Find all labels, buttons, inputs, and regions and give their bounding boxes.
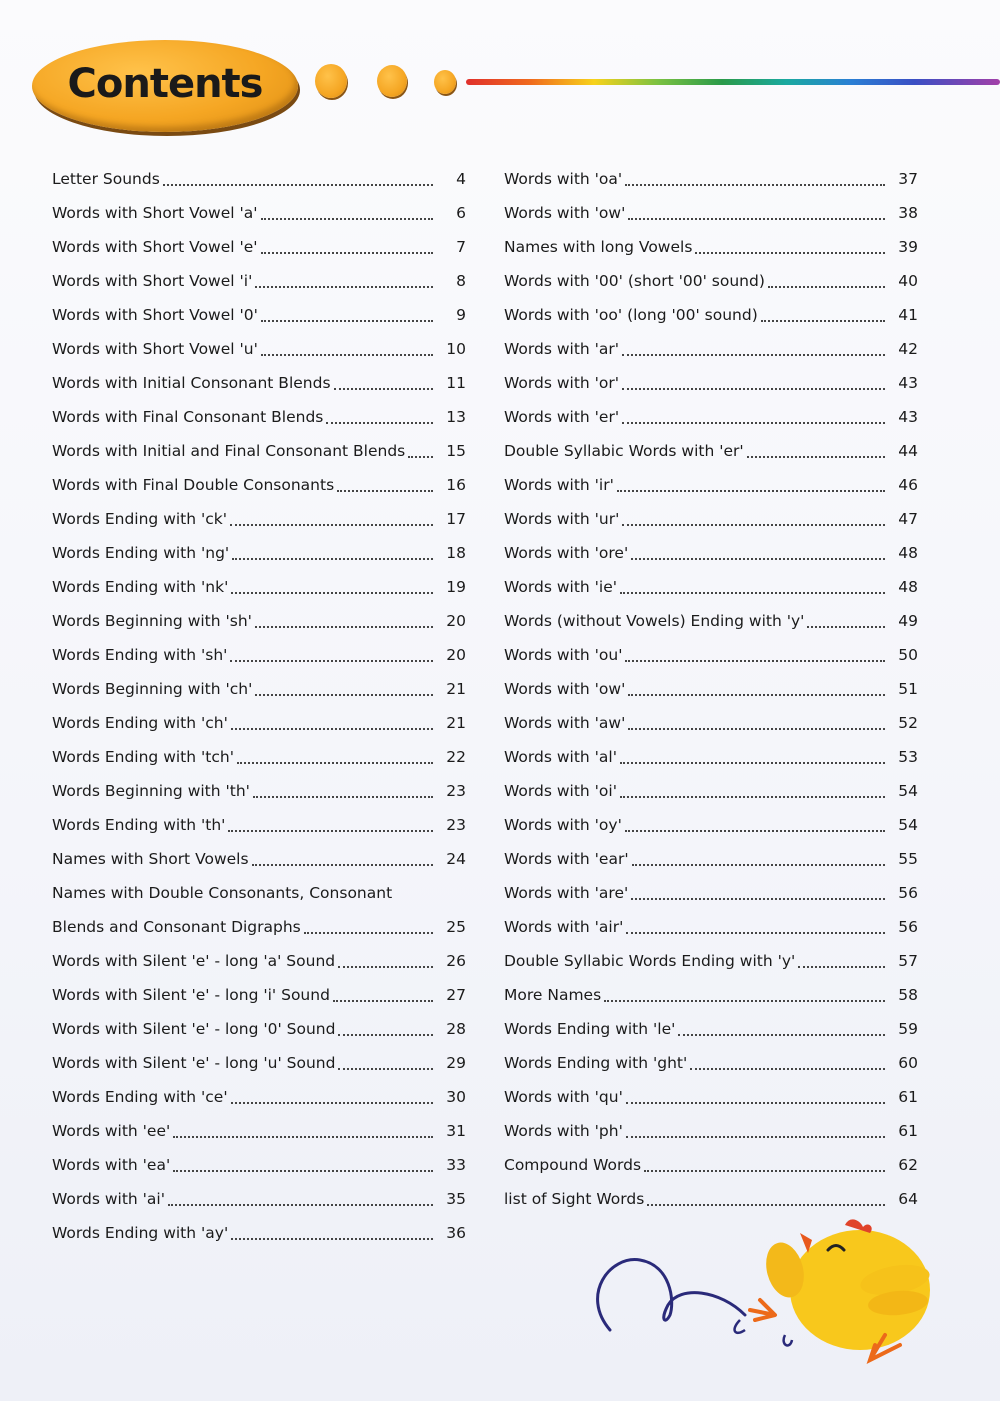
dot-leader (232, 557, 433, 560)
toc-entry-page-number: 9 (456, 306, 466, 324)
toc-entry-title: Words with 'ie' (504, 578, 618, 596)
toc-entry-title: Words Ending with 'ce' (52, 1088, 228, 1106)
dot-leader (163, 183, 433, 186)
toc-entry[interactable] (48, 808, 466, 842)
toc-entry-page-number: 25 (446, 918, 466, 936)
dot-leader (255, 285, 433, 288)
toc-entry-title: Names with long Vowels (504, 238, 693, 256)
toc-entry-title: Words with 'or' (504, 374, 620, 392)
toc-entry-page-number: 48 (898, 578, 918, 596)
toc-entry-title: Words Ending with 'ng' (52, 544, 230, 562)
toc-entry[interactable] (500, 1080, 918, 1114)
toc-entry[interactable] (48, 604, 466, 638)
toc-entry[interactable] (500, 468, 918, 502)
toc-entry-page-number: 58 (898, 986, 918, 1004)
toc-entry-page-number: 20 (446, 646, 466, 664)
dot-leader (230, 659, 433, 662)
toc-entry[interactable] (48, 638, 466, 672)
toc-entry-title: Words with 'ph' (504, 1122, 623, 1140)
dot-leader (333, 999, 433, 1002)
toc-entry[interactable] (500, 672, 918, 706)
dot-leader (338, 1067, 433, 1070)
dot-leader (620, 591, 885, 594)
toc-entry[interactable] (48, 1182, 466, 1216)
dot-leader (620, 761, 885, 764)
dot-leader (261, 251, 433, 254)
toc-entry-page-number: 40 (898, 272, 918, 290)
toc-entry-page-number: 39 (898, 238, 918, 256)
dot-leader (228, 829, 433, 832)
toc-entry-title: Words Ending with 'ch' (52, 714, 228, 732)
toc-entry[interactable] (500, 876, 918, 910)
dot-leader (230, 523, 433, 526)
dot-leader (326, 421, 433, 424)
toc-entry-page-number: 18 (446, 544, 466, 562)
toc-column-left (48, 162, 466, 1250)
dot-leader (337, 489, 433, 492)
toc-entry[interactable] (48, 672, 466, 706)
dot-leader (261, 353, 433, 356)
toc-entry-title: Words with Initial Consonant Blends (52, 374, 331, 392)
toc-entry[interactable] (500, 264, 918, 298)
toc-entry-page-number: 50 (898, 646, 918, 664)
dot-leader (231, 1237, 433, 1240)
toc-entry[interactable] (48, 332, 466, 366)
toc-entry-page-number: 4 (456, 170, 466, 188)
dot-leader (622, 387, 885, 390)
toc-entry-page-number: 48 (898, 544, 918, 562)
toc-entry[interactable] (48, 842, 466, 876)
toc-entry[interactable] (48, 264, 466, 298)
toc-entry-title: Double Syllabic Words with 'er' (504, 442, 744, 460)
toc-entry-title: Words with Silent 'e' - long '0' Sound (52, 1020, 336, 1038)
dot-leader (304, 931, 433, 934)
dot-leader (626, 1101, 885, 1104)
toc-entry-title: Words with Final Double Consonants (52, 476, 335, 494)
decorative-dot-icon (377, 65, 407, 97)
dot-leader (626, 1135, 885, 1138)
toc-entry-page-number: 55 (898, 850, 918, 868)
toc-entry-page-number: 30 (446, 1088, 466, 1106)
toc-entry[interactable] (48, 196, 466, 230)
toc-entry-title: Words with 'ea' (52, 1156, 171, 1174)
toc-entry-title: Blends and Consonant Digraphs (52, 918, 301, 936)
dot-leader (617, 489, 885, 492)
ribbon-swirl (598, 1260, 745, 1330)
toc-entry[interactable] (500, 400, 918, 434)
toc-entry[interactable] (48, 1148, 466, 1182)
toc-entry-page-number: 37 (898, 170, 918, 188)
toc-entry[interactable] (500, 570, 918, 604)
rainbow-divider (466, 79, 1000, 85)
toc-entry[interactable] (500, 706, 918, 740)
dot-leader (334, 387, 433, 390)
toc-entry-title: Words Beginning with 'ch' (52, 680, 253, 698)
toc-entry[interactable] (48, 502, 466, 536)
chick-foot-left (750, 1300, 775, 1320)
toc-entry[interactable] (500, 910, 918, 944)
toc-entry[interactable] (500, 230, 918, 264)
ribbon-loop (735, 1320, 792, 1345)
dot-leader (695, 251, 885, 254)
toc-entry-title: Words with 'oy' (504, 816, 622, 834)
toc-entry-title: Words with Short Vowel 'a' (52, 204, 258, 222)
toc-entry-page-number: 23 (446, 816, 466, 834)
toc-entry[interactable] (500, 944, 918, 978)
dot-leader (768, 285, 885, 288)
toc-entry-title: Words with 'are' (504, 884, 629, 902)
toc-entry-page-number: 6 (456, 204, 466, 222)
toc-entry-page-number: 31 (446, 1122, 466, 1140)
chick-with-ribbon-icon (580, 1205, 1000, 1395)
toc-entry-title: More Names (504, 986, 602, 1004)
dot-leader (168, 1203, 433, 1206)
toc-entry-page-number: 15 (446, 442, 466, 460)
toc-entry-title: Words with Short Vowel 'u' (52, 340, 258, 358)
toc-entry[interactable] (500, 808, 918, 842)
toc-entry[interactable] (48, 1080, 466, 1114)
toc-entry-title: Words with 'ore' (504, 544, 629, 562)
toc-entry-title: Words with 'ar' (504, 340, 620, 358)
toc-entry-page-number: 11 (446, 374, 466, 392)
dot-leader (625, 659, 885, 662)
toc-entry-title: Words with 'qu' (504, 1088, 623, 1106)
toc-entry-title: Words with Initial and Final Consonant Blends (52, 442, 406, 460)
toc-entry-title: Words with 'al' (504, 748, 617, 766)
toc-entry-page-number: 22 (446, 748, 466, 766)
toc-entry-title: Letter Sounds (52, 170, 160, 188)
toc-entry-title: Words with 'oi' (504, 782, 617, 800)
toc-entry[interactable] (500, 842, 918, 876)
toc-entry[interactable] (48, 1012, 466, 1046)
toc-entry[interactable] (48, 162, 466, 196)
toc-entry[interactable] (48, 366, 466, 400)
toc-entry-page-number: 29 (446, 1054, 466, 1072)
toc-entry-title: Compound Words (504, 1156, 642, 1174)
toc-entry[interactable] (500, 1114, 918, 1148)
toc-entry[interactable] (500, 536, 918, 570)
toc-entry-page-number: 56 (898, 918, 918, 936)
toc-entry-title: Words with 'ear' (504, 850, 629, 868)
dot-leader (252, 863, 433, 866)
toc-entry[interactable] (48, 944, 466, 978)
toc-entry-title: Words with Silent 'e' - long 'u' Sound (52, 1054, 336, 1072)
dot-leader (690, 1067, 885, 1070)
dot-leader (622, 421, 885, 424)
toc-entry[interactable] (48, 1114, 466, 1148)
toc-entry-title: Words with '00' (short '00' sound) (504, 272, 765, 290)
dot-leader (620, 795, 885, 798)
toc-entry-title: Words with 'ur' (504, 510, 620, 528)
toc-entry-page-number: 46 (898, 476, 918, 494)
toc-entry-page-number: 24 (446, 850, 466, 868)
dot-leader (631, 897, 885, 900)
dot-leader (261, 319, 433, 322)
decorative-dot-icon (434, 70, 456, 94)
toc-entry-title: Words with Short Vowel 'e' (52, 238, 258, 256)
toc-entry-page-number: 16 (446, 476, 466, 494)
toc-entry-page-number: 10 (446, 340, 466, 358)
dot-leader (644, 1169, 885, 1172)
toc-entry-title: Names with Short Vowels (52, 850, 249, 868)
toc-entry-title: Words Ending with 'ght' (504, 1054, 688, 1072)
dot-leader (628, 217, 885, 220)
toc-entry-page-number: 53 (898, 748, 918, 766)
toc-entry[interactable] (48, 1046, 466, 1080)
toc-entry-page-number: 19 (446, 578, 466, 596)
toc-entry-page-number: 59 (898, 1020, 918, 1038)
toc-entry-page-number: 64 (898, 1190, 918, 1208)
dot-leader (622, 523, 885, 526)
toc-entry[interactable] (48, 876, 466, 910)
toc-entry-title: Words with 'ow' (504, 680, 626, 698)
toc-entry-page-number: 47 (898, 510, 918, 528)
toc-entry[interactable] (48, 434, 466, 468)
dot-leader (678, 1033, 885, 1036)
toc-entry-title: Words with 'oo' (long '00' sound) (504, 306, 758, 324)
dot-leader (231, 591, 433, 594)
toc-entry-page-number: 8 (456, 272, 466, 290)
toc-entry-page-number: 23 (446, 782, 466, 800)
toc-entry-page-number: 7 (456, 238, 466, 256)
page-header (0, 0, 1000, 150)
toc-entry[interactable] (48, 536, 466, 570)
toc-entry-page-number: 43 (898, 408, 918, 426)
toc-entry-title: Words with Silent 'e' - long 'i' Sound (52, 986, 330, 1004)
toc-entry-page-number: 21 (446, 680, 466, 698)
toc-entry[interactable] (500, 366, 918, 400)
toc-entry-page-number: 26 (446, 952, 466, 970)
toc-entry[interactable] (500, 604, 918, 638)
toc-entry[interactable] (500, 1046, 918, 1080)
toc-entry-title: Words Ending with 'th' (52, 816, 226, 834)
dot-leader (338, 1033, 433, 1036)
dot-leader (625, 183, 885, 186)
toc-entry[interactable] (500, 978, 918, 1012)
toc-entry-page-number: 52 (898, 714, 918, 732)
toc-entry-page-number: 51 (898, 680, 918, 698)
dot-leader (253, 795, 433, 798)
toc-entry-page-number: 20 (446, 612, 466, 630)
toc-entry[interactable] (48, 978, 466, 1012)
dot-leader (408, 455, 433, 458)
toc-entry[interactable] (48, 298, 466, 332)
toc-entry-title: Words with Short Vowel '0' (52, 306, 258, 324)
toc-entry-page-number: 43 (898, 374, 918, 392)
dot-leader (173, 1169, 433, 1172)
toc-entry-title: Words Ending with 'tch' (52, 748, 234, 766)
toc-column-right (500, 162, 918, 1216)
toc-entry[interactable] (48, 706, 466, 740)
toc-entry[interactable] (500, 740, 918, 774)
toc-entry-title: Words (without Vowels) Ending with 'y' (504, 612, 805, 630)
toc-entry[interactable] (48, 230, 466, 264)
toc-entry-page-number: 33 (446, 1156, 466, 1174)
decorative-dot-icon (315, 64, 347, 98)
toc-entry-page-number: 42 (898, 340, 918, 358)
toc-entry[interactable] (500, 774, 918, 808)
dot-leader (628, 727, 885, 730)
toc-entry-title: Words with 'ir' (504, 476, 614, 494)
toc-entry-title: Words with 'oa' (504, 170, 623, 188)
toc-entry-page-number: 28 (446, 1020, 466, 1038)
toc-entry-page-number: 41 (898, 306, 918, 324)
dot-leader (255, 693, 433, 696)
dot-leader (231, 727, 433, 730)
dot-leader (231, 1101, 433, 1104)
toc-entry-title: Words with Silent 'e' - long 'a' Sound (52, 952, 336, 970)
toc-entry[interactable] (500, 502, 918, 536)
dot-leader (626, 931, 885, 934)
toc-entry-title: Words with 'ai' (52, 1190, 165, 1208)
toc-entry-title: Double Syllabic Words Ending with 'y' (504, 952, 796, 970)
toc-entry[interactable] (48, 400, 466, 434)
toc-entry-page-number: 54 (898, 816, 918, 834)
toc-entry-title: Words with 'er' (504, 408, 620, 426)
dot-leader (338, 965, 433, 968)
toc-entry-page-number: 36 (446, 1224, 466, 1242)
toc-entry-title: Words Ending with 'ay' (52, 1224, 229, 1242)
dot-leader (628, 693, 885, 696)
toc-entry[interactable] (500, 162, 918, 196)
dot-leader (173, 1135, 433, 1138)
dot-leader (747, 455, 885, 458)
toc-entry-page-number: 49 (898, 612, 918, 630)
toc-entry-page-number: 60 (898, 1054, 918, 1072)
dot-leader (255, 625, 433, 628)
toc-entry[interactable] (48, 910, 466, 944)
toc-entry[interactable] (48, 1216, 466, 1250)
toc-entry-title: Words with 'air' (504, 918, 624, 936)
toc-entry-page-number: 21 (446, 714, 466, 732)
dot-leader (632, 863, 885, 866)
toc-entry-page-number: 35 (446, 1190, 466, 1208)
toc-entry-title: Words Ending with 'ck' (52, 510, 228, 528)
dot-leader (604, 999, 885, 1002)
toc-entry-page-number: 62 (898, 1156, 918, 1174)
dot-leader (237, 761, 433, 764)
toc-entry[interactable] (500, 1148, 918, 1182)
toc-entry[interactable] (500, 1012, 918, 1046)
toc-entry-title: Words with Final Consonant Blends (52, 408, 324, 426)
toc-entry-page-number: 61 (898, 1122, 918, 1140)
toc-entry-page-number: 56 (898, 884, 918, 902)
toc-entry[interactable] (500, 196, 918, 230)
dot-leader (631, 557, 885, 560)
toc-entry-title: Words with 'aw' (504, 714, 626, 732)
toc-entry-title: list of Sight Words (504, 1190, 645, 1208)
toc-entry-title: Words Ending with 'nk' (52, 578, 229, 596)
toc-entry-title: Names with Double Consonants, Consonant (52, 884, 393, 902)
toc-entry-page-number: 57 (898, 952, 918, 970)
toc-entry-title: Words with 'ee' (52, 1122, 171, 1140)
dot-leader (807, 625, 885, 628)
toc-entry-title: Words Beginning with 'sh' (52, 612, 252, 630)
toc-entry-page-number: 44 (898, 442, 918, 460)
toc-entry-title: Words Beginning with 'th' (52, 782, 250, 800)
toc-entry-title: Words with Short Vowel 'i' (52, 272, 253, 290)
toc-entry[interactable] (48, 740, 466, 774)
toc-entry-title: Words with 'ou' (504, 646, 623, 664)
page-title: Contents (67, 61, 263, 107)
dot-leader (622, 353, 885, 356)
toc-entry-page-number: 17 (446, 510, 466, 528)
toc-entry[interactable] (48, 468, 466, 502)
toc-entry[interactable] (48, 774, 466, 808)
dot-leader (625, 829, 885, 832)
toc-entry[interactable] (500, 638, 918, 672)
toc-entry[interactable] (500, 332, 918, 366)
toc-entry-title: Words with 'ow' (504, 204, 626, 222)
toc-entry-page-number: 61 (898, 1088, 918, 1106)
toc-entry-title: Words Ending with 'sh' (52, 646, 228, 664)
dot-leader (761, 319, 885, 322)
toc-entry-page-number: 13 (446, 408, 466, 426)
toc-entry-page-number: 27 (446, 986, 466, 1004)
dot-leader (798, 965, 885, 968)
toc-entry[interactable] (48, 570, 466, 604)
toc-entry-page-number: 54 (898, 782, 918, 800)
toc-entry[interactable] (500, 298, 918, 332)
toc-entry-page-number: 38 (898, 204, 918, 222)
toc-entry-title: Words Ending with 'le' (504, 1020, 676, 1038)
toc-entry[interactable] (500, 434, 918, 468)
dot-leader (261, 217, 433, 220)
